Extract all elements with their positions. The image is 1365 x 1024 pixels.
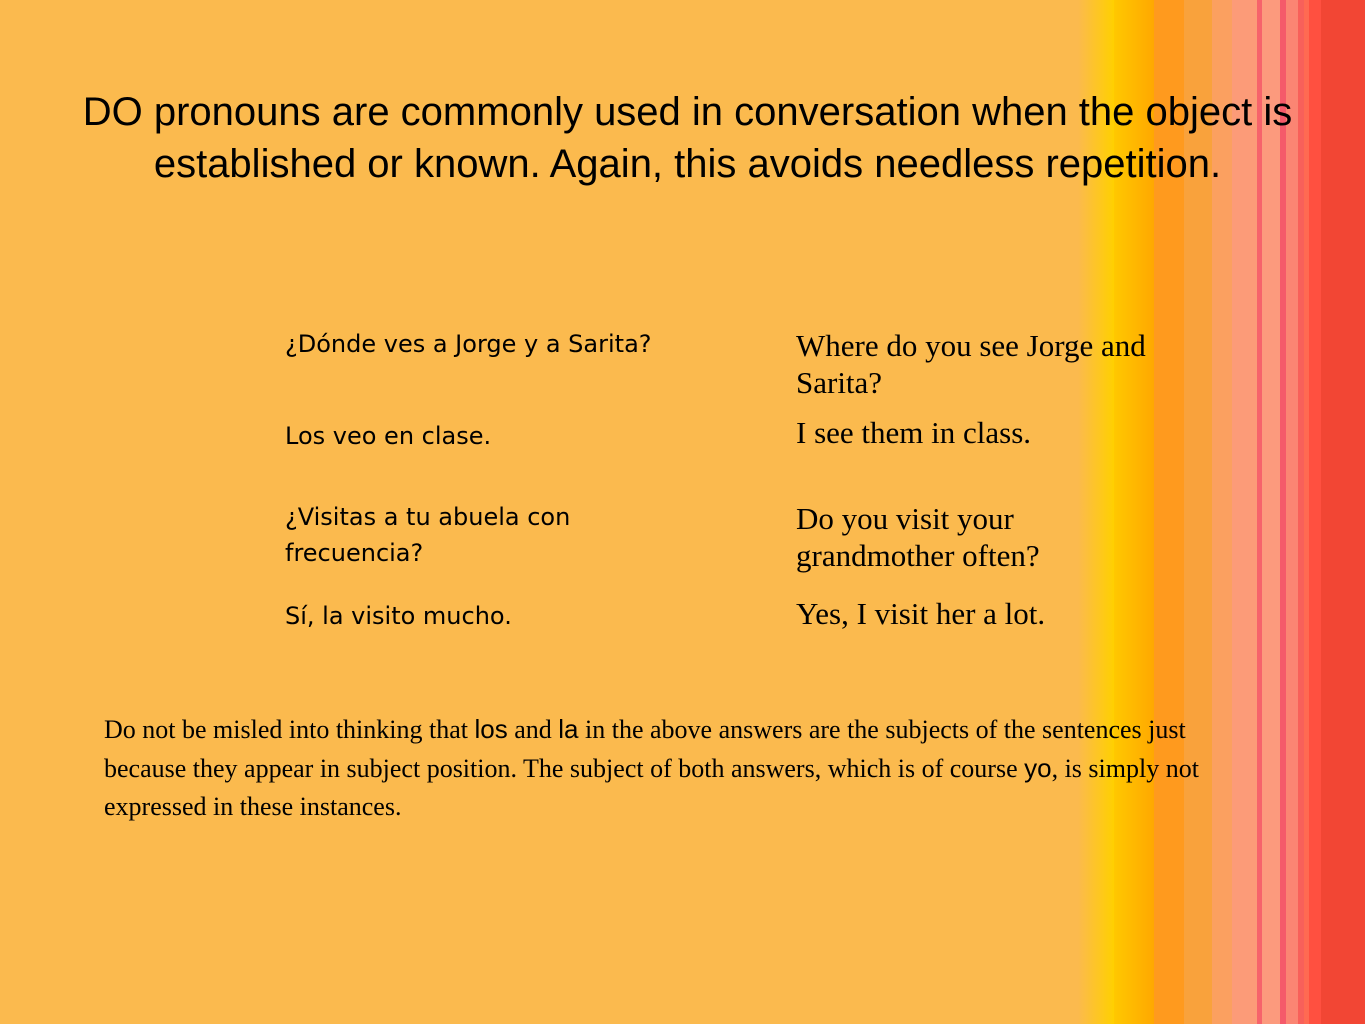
- explanation-note: [104, 710, 1274, 826]
- spanish-example-1: ¿Dónde ves a Jorge y a Sarita?: [285, 330, 652, 358]
- english-example-2: I see them in class.: [796, 415, 1032, 450]
- note-text-3: in the above answers are the subjects of the sentences just because they appear in subject position. The subject of both answers, which is of course: [104, 715, 1186, 783]
- keyword-los: los: [474, 714, 508, 744]
- spanish-example-2: Los veo en clase.: [285, 422, 492, 450]
- english-example-1: Where do you see Jorge and Sarita?: [796, 328, 1146, 400]
- spanish-example-3: ¿Visitas a tu abuela con frecuencia?: [285, 503, 571, 567]
- english-example-4: Yes, I visit her a lot.: [796, 596, 1046, 631]
- spanish-example-4: Sí, la visito mucho.: [285, 602, 512, 630]
- slide-title: DO pronouns are commonly used in conversation when the object is established or known. Again, this avoids needless repetition.: [82, 90, 1293, 186]
- english-example-3: Do you visit your grandmother often?: [796, 501, 1040, 573]
- keyword-yo: yo: [1024, 753, 1052, 783]
- note-text-1: Do not be misled into thinking that: [104, 715, 475, 744]
- keyword-la: la: [558, 714, 579, 744]
- note-text-4: , is simply not expressed in these instances.: [104, 754, 1199, 821]
- note-text-2: and: [507, 715, 559, 744]
